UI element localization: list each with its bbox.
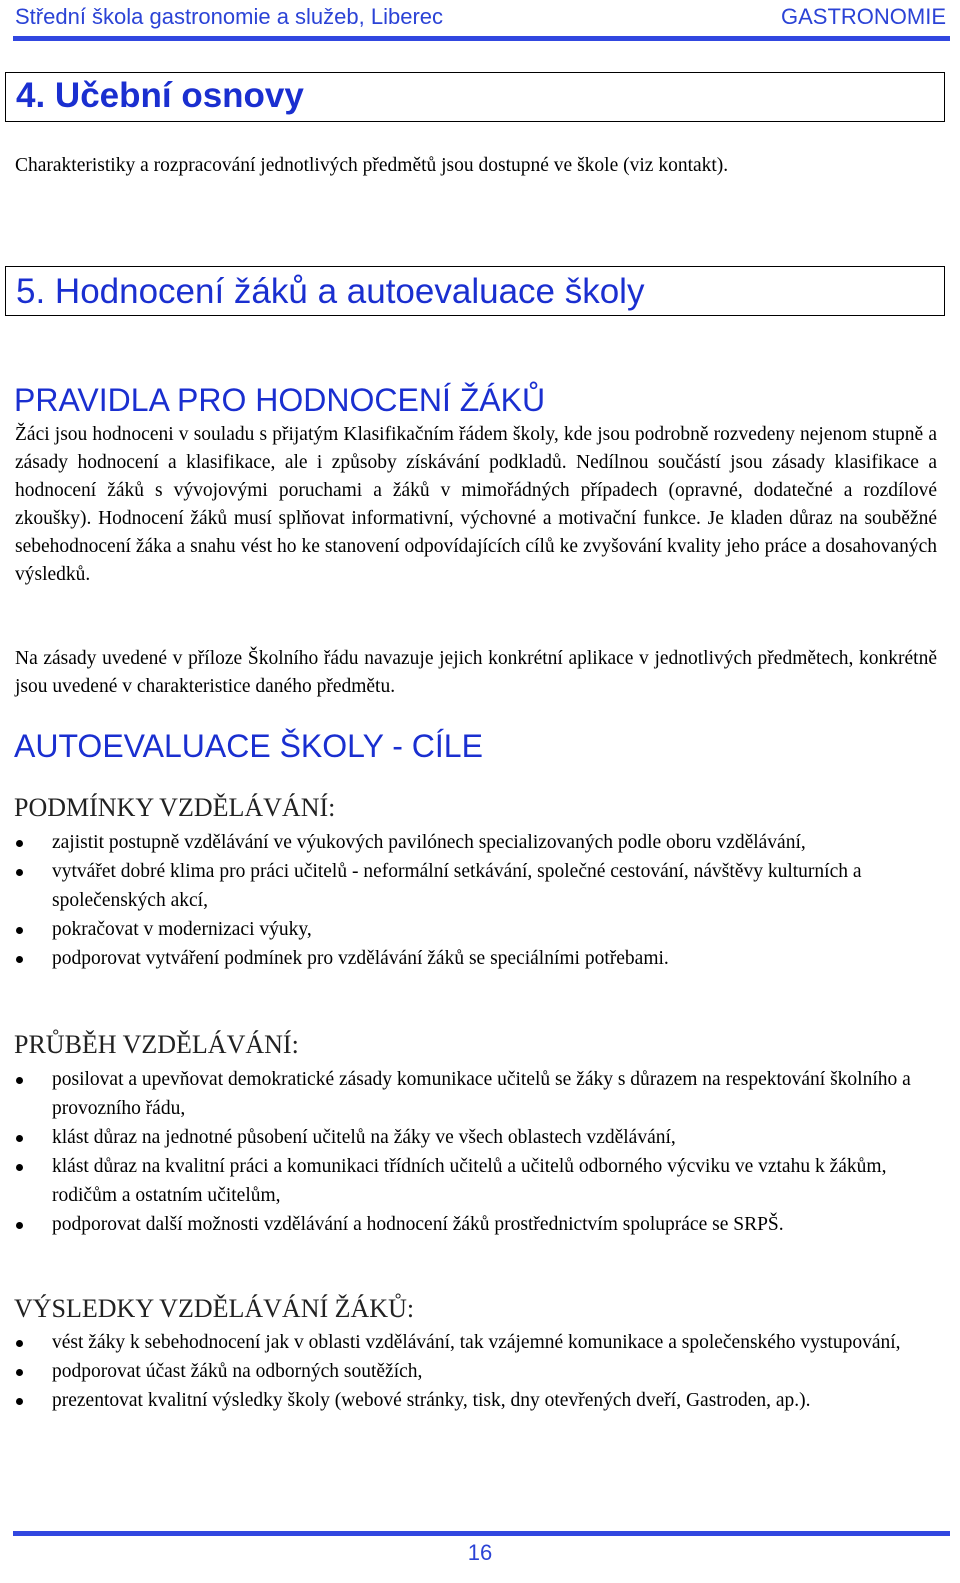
list-item: podporovat další možnosti vzdělávání a hodnocení žáků prostřednictvím spolupráce se SRPŠ. — [0, 1210, 940, 1239]
results-list — [0, 1328, 940, 1415]
section-5-title: 5. Hodnocení žáků a autoevaluace školy — [5, 266, 945, 316]
list-item: klást důraz na jednotné působení učitelů na žáky ve všech oblastech vzdělávání, — [0, 1123, 940, 1152]
list-item: posilovat a upevňovat demokratické zásady komunikace učitelů se žáky s důrazem na respektování školního a provozního řádu, — [0, 1065, 940, 1123]
process-heading: PRŮBĚH VZDĚLÁVÁNÍ: — [14, 1030, 299, 1059]
header-program-name: GASTRONOMIE — [780, 4, 946, 29]
header-rule — [13, 36, 950, 41]
list-item: prezentovat kvalitní výsledky školy (webové stránky, tisk, dny otevřených dveří, Gastroden, ap.). — [0, 1386, 940, 1415]
list-item: klást důraz na kvalitní práci a komunikaci třídních učitelů a učitelů odborného výcviku ve vztahu k žákům, rodičům a ostatním učitelům, — [0, 1152, 940, 1210]
header-school-name: Střední škola gastronomie a služeb, Liberec — [15, 4, 444, 29]
rules-paragraph-2: Na zásady uvedené v příloze Školního řádu navazuje jejich konkrétní aplikace v jednotlivých předmětech, konkrétně jsou uvedené v charakteristice daného předmětu. — [15, 648, 937, 697]
rules-paragraph-1: Žáci jsou hodnoceni v souladu s přijatým Klasifikačním řádem školy, kde jsou podrobně rozvedeny nejenom stupně a zásady hodnocení a klasifikace, ale i způsoby získávání podkladů. Nedílnou součástí jsou zásady klasifikace a hodnocení žáků s vývojovými poruchami a žáků v mimořádných případech (opravné, dodatečné a rozdílové zkoušky). Hodnocení žáků musí splňovat informativní, výchovné a motivační funkce. Je kladen důraz na souběžné sebehodnocení žáka a snahu vést ho ke stanovení odpovídajících cílů ke zvyšování kvality jeho práce a dosahovaných výsledků. — [15, 424, 937, 585]
autoevaluation-heading: AUTOEVALUACE ŠKOLY - CÍLE — [14, 728, 483, 764]
section-4-title: 4. Učební osnovy — [5, 72, 945, 122]
footer-rule — [13, 1531, 950, 1536]
list-item: zajistit postupně vzdělávání ve výukových pavilónech specializovaných podle oboru vzdělávání, — [0, 828, 940, 857]
list-item: vytvářet dobré klima pro práci učitelů - neformální setkávání, společné cestování, návštěvy kulturních a společenských akcí, — [0, 857, 940, 915]
page-number: 16 — [467, 1540, 493, 1565]
list-item: vést žáky k sebehodnocení jak v oblasti vzdělávání, tak vzájemné komunikace a společenského vystupování, — [0, 1328, 940, 1357]
rules-heading: PRAVIDLA PRO HODNOCENÍ ŽÁKŮ — [14, 382, 546, 418]
results-heading: VÝSLEDKY VZDĚLÁVÁNÍ ŽÁKŮ: — [14, 1294, 415, 1323]
conditions-heading: PODMÍNKY VZDĚLÁVÁNÍ: — [14, 793, 336, 822]
list-item: podporovat účast žáků na odborných soutěžích, — [0, 1357, 940, 1386]
process-list — [0, 1065, 940, 1239]
section-4-text: Charakteristiky a rozpracování jednotlivých předmětů jsou dostupné ve škole (viz kontakt). — [15, 155, 729, 176]
list-item: pokračovat v modernizaci výuky, — [0, 915, 940, 944]
conditions-list — [0, 828, 940, 973]
list-item: podporovat vytváření podmínek pro vzdělávání žáků se speciálními potřebami. — [0, 944, 940, 973]
